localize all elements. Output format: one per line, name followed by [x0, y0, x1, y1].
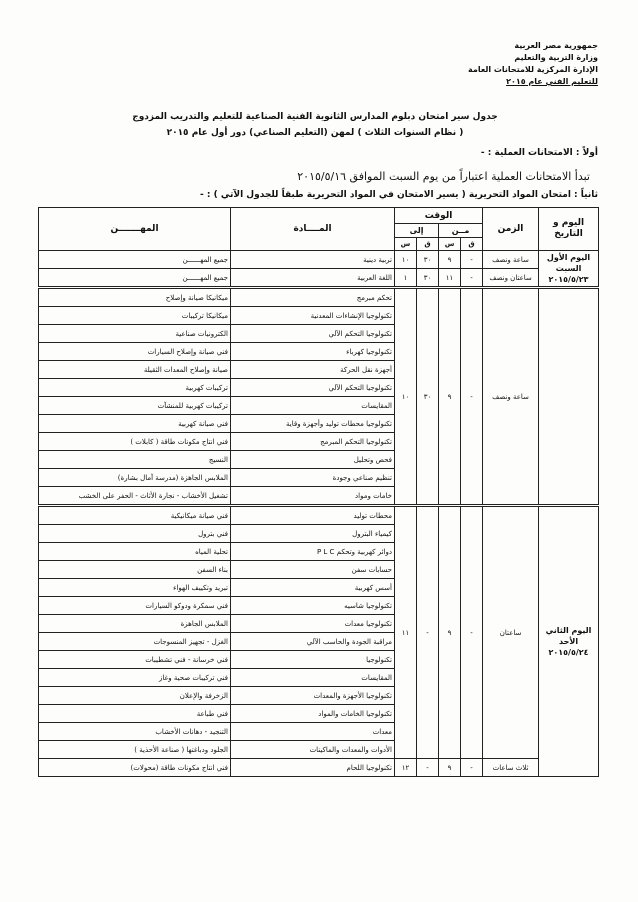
- to-minutes-cell: ٣٠: [417, 288, 439, 506]
- header-duration: الزمن: [483, 208, 539, 251]
- section-written-heading: ثانياً : امتحان المواد التحريرية ( يسير الامتحان في المواد التحريرية طبقاً للجدول الآتي ) : -: [200, 190, 598, 200]
- profession-cell: الملابس الجاهزة (مدرسة آمال بشارة): [39, 469, 231, 487]
- subject-cell: تحكم مبرمج: [231, 288, 395, 307]
- table-header-row: [39, 208, 599, 224]
- table-row: [39, 759, 599, 777]
- profession-cell: فني خرسانة - فني تشطيبات: [39, 651, 231, 669]
- duration-cell: ثلاث ساعات: [483, 759, 539, 777]
- day-cell-2: [539, 506, 599, 777]
- profession-cell: الملابس الجاهزة: [39, 615, 231, 633]
- exam-schedule-table: [38, 207, 599, 777]
- profession-cell: الكترونيات صناعية: [39, 325, 231, 343]
- profession-cell: فني صيانة ميكانيكية: [39, 506, 231, 525]
- to-hours-cell: ١٢: [395, 759, 417, 777]
- subject-cell: تربية دينية: [231, 251, 395, 269]
- profession-cell: ميكانيكا تركيبات: [39, 307, 231, 325]
- subject-cell: تنظيم صناعي وجودة: [231, 469, 395, 487]
- day-cell-1: [539, 251, 599, 288]
- header-to-minutes: ق: [417, 238, 439, 251]
- profession-cell: الجلود ودباغتها ( صناعة الأحذية ): [39, 741, 231, 759]
- from-hours-cell: ٩: [439, 251, 461, 269]
- subject-cell: تكنولوجيا الخامات والمواد: [231, 705, 395, 723]
- header-line-country: جمهورية مصر العربية: [514, 41, 598, 50]
- subject-cell: خامات ومواد: [231, 487, 395, 506]
- subject-cell: الأدوات والمعدات والماكينات: [231, 741, 395, 759]
- subject-cell: تكنولوجيا التحكم الآلي: [231, 325, 395, 343]
- subject-cell: تكنولوجيا شاسيه: [231, 597, 395, 615]
- from-minutes-cell: -: [461, 506, 483, 759]
- to-hours-cell: ١٠: [395, 288, 417, 506]
- profession-cell: تبريد وتكييف الهواء: [39, 579, 231, 597]
- profession-cell: تركيبات كهربية للمنشآت: [39, 397, 231, 415]
- table-row: [39, 269, 599, 288]
- subject-cell: تكنولوجيا اللحام: [231, 759, 395, 777]
- from-hours-cell: ٩: [439, 288, 461, 506]
- to-minutes-cell: ٣٠: [417, 251, 439, 269]
- profession-cell: صيانة وإصلاح المعدات الثقيلة: [39, 361, 231, 379]
- subject-cell: تكنولوجيا الإنشاءات المعدنية: [231, 307, 395, 325]
- profession-cell: الغزل - تجهيز المنسوجات: [39, 633, 231, 651]
- day-date: ٢٠١٥/٥/٢٤: [548, 648, 589, 657]
- subject-cell: المقايسات: [231, 397, 395, 415]
- header-time: الوقت: [395, 208, 483, 224]
- table-row: [39, 251, 599, 269]
- profession-cell: فني بترول: [39, 525, 231, 543]
- header-profession: المهـــــــن: [39, 208, 231, 251]
- profession-cell: بناء السفن: [39, 561, 231, 579]
- ministry-header: [408, 40, 598, 88]
- header-subject: المــــادة: [231, 208, 395, 251]
- from-hours-cell: ٩: [439, 506, 461, 759]
- page-subtitle: ( نظام السنوات الثلاث ) لمهن (التعليم الصناعي) دور أول عام ٢٠١٥: [166, 128, 464, 138]
- section-practical-start: تبدأ الامتحانات العملية اعتباراً من يوم السبت الموافق ٢٠١٥/٥/١٦: [297, 170, 590, 183]
- profession-cell: جميع المهــــــن: [39, 269, 231, 288]
- header-line-year: للتعليم الفني عام ٢٠١٥: [506, 77, 598, 86]
- subject-cell: تكنولوجيا التحكم المبرمج: [231, 433, 395, 451]
- from-hours-cell: ٩: [439, 759, 461, 777]
- table-row: [39, 288, 599, 307]
- subject-cell: كيمياء البترول: [231, 525, 395, 543]
- profession-cell: فني سمكرة ودوكو السيارات: [39, 597, 231, 615]
- from-minutes-cell: -: [461, 288, 483, 506]
- profession-cell: جميع المهــــــن: [39, 251, 231, 269]
- header-to-hours: س: [395, 238, 417, 251]
- subject-cell: أسس كهربية: [231, 579, 395, 597]
- profession-cell: فني صيانة كهربية: [39, 415, 231, 433]
- header-line-department: الإدارة المركزية للامتحانات العامة: [468, 65, 598, 74]
- duration-cell: ساعتان: [483, 506, 539, 759]
- to-minutes-cell: ٣٠: [417, 269, 439, 288]
- table-row: [39, 506, 599, 525]
- profession-cell: التنجيد - دهانات الأخشاب: [39, 723, 231, 741]
- page-title: جدول سير امتحان دبلوم المدارس الثانوية الفنية الصناعية للتعليم والتدريب المزدوج: [132, 112, 498, 122]
- profession-cell: فني انتاج مكونات طاقة (محولات): [39, 759, 231, 777]
- to-hours-cell: ١: [395, 269, 417, 288]
- to-minutes-cell: -: [417, 759, 439, 777]
- subject-cell: معدات: [231, 723, 395, 741]
- to-minutes-cell: -: [417, 506, 439, 759]
- subject-cell: تكنولوجيا التحكم الآلي: [231, 379, 395, 397]
- header-from: مــن: [439, 224, 483, 238]
- duration-cell: ساعة ونصف: [483, 251, 539, 269]
- profession-cell: فني انتاج مكونات طاقة ( كابلات ): [39, 433, 231, 451]
- profession-cell: ميكانيكا صيانة وإصلاح: [39, 288, 231, 307]
- from-hours-cell: ١١: [439, 269, 461, 288]
- header-from-minutes: ق: [461, 238, 483, 251]
- profession-cell: فني صيانة وإصلاح السيارات: [39, 343, 231, 361]
- day-date: ٢٠١٥/٥/٢٣: [548, 275, 589, 284]
- header-day: اليوم و التاريخ: [539, 208, 599, 251]
- duration-cell: ساعتان ونصف: [483, 269, 539, 288]
- profession-cell: تركيبات كهربية: [39, 379, 231, 397]
- subject-cell: تكنولوجيا: [231, 651, 395, 669]
- profession-cell: فني طباعة: [39, 705, 231, 723]
- from-minutes-cell: -: [461, 269, 483, 288]
- profession-cell: فني تركيبات صحية وغاز: [39, 669, 231, 687]
- duration-cell: ساعة ونصف: [483, 288, 539, 506]
- day-name: اليوم الأول السبت: [546, 253, 591, 273]
- subject-cell: دوائر كهربية وتحكم P L C: [231, 543, 395, 561]
- from-minutes-cell: -: [461, 759, 483, 777]
- day-name: اليوم الثاني الأحد: [545, 626, 592, 646]
- profession-cell: تشغيل الأخشاب - نجارة الأثاث - الحفر على الخشب: [39, 487, 231, 506]
- subject-cell: تكنولوجيا كهرباء: [231, 343, 395, 361]
- subject-cell: تكنولوجيا الأجهزة والمعدات: [231, 687, 395, 705]
- subject-cell: محطات توليد: [231, 506, 395, 525]
- to-hours-cell: ١١: [395, 506, 417, 759]
- header-line-ministry: وزارة التربية والتعليم: [514, 53, 598, 62]
- profession-cell: تحلية المياه: [39, 543, 231, 561]
- profession-cell: النسيج: [39, 451, 231, 469]
- subject-cell: حسابات سفن: [231, 561, 395, 579]
- subject-cell: تكنولوجيا معدات: [231, 615, 395, 633]
- subject-cell: المقايسات: [231, 669, 395, 687]
- header-to: إلى: [395, 224, 439, 238]
- header-from-hours: س: [439, 238, 461, 251]
- subject-cell: مراقبة الجودة والحاسب الآلي: [231, 633, 395, 651]
- section-practical-heading: أولاً : الامتحانات العملية : -: [480, 148, 598, 158]
- subject-cell: تكنولوجيا محطات توليد وأجهزة وقاية: [231, 415, 395, 433]
- blank-day-cell: [539, 288, 599, 506]
- subject-cell: اللغة العربية: [231, 269, 395, 288]
- subject-cell: أجهزة نقل الحركة: [231, 361, 395, 379]
- subject-cell: فحص وتحليل: [231, 451, 395, 469]
- from-minutes-cell: -: [461, 251, 483, 269]
- to-hours-cell: ١٠: [395, 251, 417, 269]
- profession-cell: الزخرفة والإعلان: [39, 687, 231, 705]
